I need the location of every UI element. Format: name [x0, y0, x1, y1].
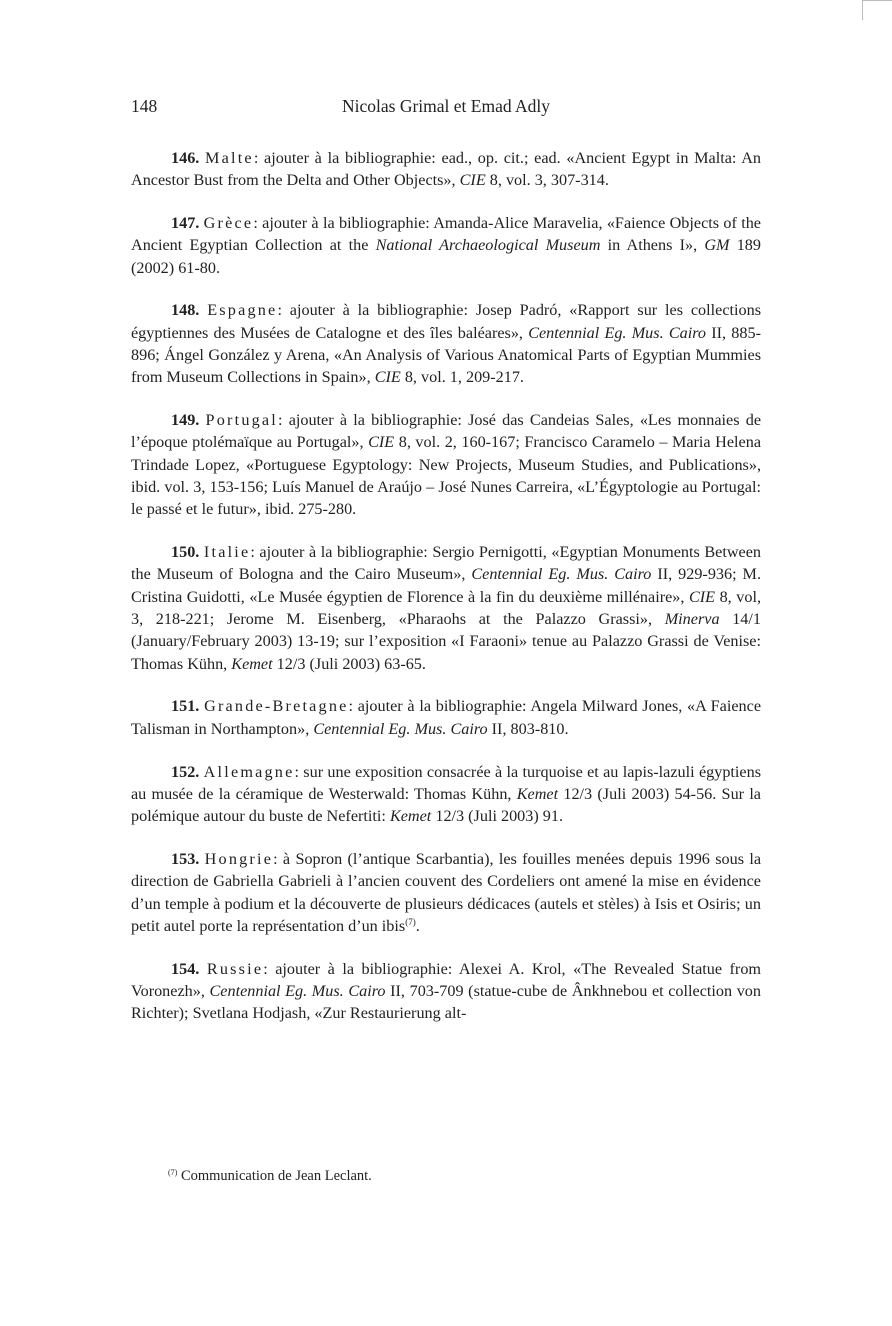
- main-text: [131, 147, 761, 1045]
- entry-text: : sur une exposition consacrée à la turquoise et au lapis-lazuli égyptiens au musée de la céramique de Westerwald: Thomas Kühn,: [131, 762, 761, 803]
- italic-reference: Kemet: [231, 654, 273, 673]
- entry-country: Malte: [205, 149, 254, 167]
- italic-reference: Minerva: [664, 610, 720, 629]
- footnote-text: Communication de Jean Leclant.: [177, 1168, 372, 1184]
- entry-number: 153.: [171, 849, 200, 868]
- italic-reference: Centennial Eg. Mus. Cairo: [313, 719, 488, 738]
- italic-reference: Centennial Eg. Mus. Cairo: [209, 981, 386, 1000]
- page-header: [131, 96, 761, 120]
- entry-text: 8, vol. 1, 209-217.: [400, 368, 524, 387]
- bibliography-entry: [131, 958, 761, 1025]
- entry-text: II, 885-896; Ángel González y Arena, «An Analysis of Various Anatomical Parts of Egyptian Mummies from Museum Collections in Spain»,: [131, 323, 761, 387]
- page-number: 148: [131, 96, 158, 116]
- italic-reference: Kemet: [516, 784, 559, 803]
- entry-number: 147.: [171, 214, 200, 233]
- scan-edge-line: [862, 0, 863, 20]
- italic-reference: Kemet: [389, 807, 432, 826]
- bibliography-entry: [131, 848, 761, 937]
- entry-country: Espagne: [207, 301, 278, 320]
- running-title: Nicolas Grimal et Emad Adly: [341, 96, 550, 116]
- entry-country: Grèce: [203, 214, 254, 233]
- entry-text: 12/3 (Juli 2003) 91.: [431, 807, 564, 826]
- bibliography-entry: [131, 695, 761, 740]
- italic-reference: CIE: [374, 368, 401, 387]
- entry-number: 152.: [171, 762, 200, 781]
- entry-text: 14/1 (January/February 2003) 13-19; sur l’exposition «I Faraoni» tenue au Palazzo Grassi de Venise: Thomas Kühn,: [131, 610, 761, 673]
- entry-text: II, 803-810.: [487, 719, 569, 738]
- italic-reference: CIE: [688, 587, 716, 606]
- entry-text: : ajouter à la bibliographie: Josep Padró, «Rapport sur les collections égyptiennes des Musées de Catalogne et des îles baléares»,: [131, 301, 761, 342]
- entry-text: II, 703-709 (statue-cube de Ânkhnebou et collection von Richter); Svetlana Hodjash, «Zur Restaurierung alt-: [131, 981, 761, 1023]
- entry-text: 12/3 (Juli 2003) 54-56. Sur la polémique autour du buste de Nefertiti:: [131, 784, 761, 826]
- entry-text: 8, vol. 3, 307-314.: [485, 171, 609, 190]
- entry-country: Grande-Bretagne: [204, 697, 349, 716]
- entry-text: 12/3 (Juli 2003) 63-65.: [272, 654, 426, 673]
- italic-reference: Centennial Eg. Mus. Cairo: [471, 565, 652, 584]
- italic-reference: Centennial Eg. Mus. Cairo: [528, 323, 707, 342]
- entry-number: 154.: [171, 959, 200, 978]
- bibliography-entry: [131, 541, 761, 675]
- italic-reference: CIE: [459, 171, 486, 190]
- entry-text: : ajouter à la bibliographie: José das Candeias Sales, «Les monnaies de l’époque ptolémaïque au Portugal»,: [131, 411, 761, 452]
- italic-reference: National Archaeological Museum: [375, 236, 601, 255]
- entry-number: 148.: [171, 301, 200, 320]
- italic-reference: CIE: [368, 433, 395, 452]
- entry-text: : ajouter à la bibliographie: Alexei A. Krol, «The Revealed Statue from Voronezh»,: [131, 959, 762, 1000]
- entry-text: 8, vol, 3, 218-221; Jerome M. Eisenberg, «Pharaohs at the Palazzo Grassi»,: [131, 587, 761, 629]
- footnote-marker: (7): [168, 1168, 178, 1177]
- bibliography-entry: [131, 147, 761, 192]
- footnote-ref: (7): [405, 916, 416, 927]
- bibliography-entry: [131, 409, 761, 520]
- entry-text: in Athens I»,: [600, 236, 705, 255]
- entry-number: 150.: [171, 543, 200, 562]
- entry-text: : à Sopron (l’antique Scarbantia), les fouilles menées depuis 1996 sous la direction de Gabriella Gabrieli à l’ancien couvent des Cordeliers ont amené la mise en évidence d’un temple à podium et la découverte de plusieurs dédicaces (autels et stèles) à Isis et Osiris; un petit autel porte la représentation d’un ibis: [131, 849, 761, 935]
- entry-country: Hongrie: [204, 849, 274, 868]
- entry-text: : ajouter à la bibliographie: Sergio Pernigotti, «Egyptian Monuments Between the Museum of Bologna and the Cairo Museum»,: [131, 543, 761, 584]
- entry-text: : ajouter à la bibliographie: Angela Milward Jones, «A Faience Talisman in Northampton»,: [131, 697, 761, 738]
- entry-country: Portugal: [205, 411, 278, 430]
- entry-text: 189 (2002) 61-80.: [131, 236, 761, 277]
- entry-number: 146.: [171, 149, 200, 167]
- entry-country: Italie: [203, 543, 251, 562]
- italic-reference: GM: [704, 236, 730, 255]
- entry-text: 8, vol. 2, 160-167; Francisco Caramelo – Maria Helena Trindade Lopez, «Portuguese Egyptology: New Projects, Museum Studies, and Publications», ibid. vol. 3, 153-156; Luís Manuel de Araújo – José Nunes Carreira, «L’Égyptologie au Portugal: le passé et le futur», ibid. 275-280.: [131, 433, 761, 519]
- entry-text: : ajouter à la bibliographie: Amanda-Alice Maravelia, «Faience Objects of the Ancient Egyptian Collection at the: [131, 214, 761, 255]
- bibliography-entry: [131, 761, 761, 828]
- entry-number: 151.: [171, 697, 200, 716]
- bibliography-entry: [131, 212, 761, 279]
- entry-text: II, 929-936; M. Cristina Guidotti, «Le Musée égyptien de Florence à la fin du deuxième millénaire»,: [131, 565, 762, 606]
- entry-text: : ajouter à la bibliographie: ead., op. cit.; ead. «Ancient Egypt in Malta: An Ancestor Bust from the Delta and Other Objects»,: [131, 149, 761, 190]
- bibliography-entry: [131, 299, 761, 388]
- footnote: [168, 1168, 758, 1185]
- scan-edge-line: [862, 0, 892, 1]
- entry-country: Allemagne: [203, 762, 295, 781]
- entry-number: 149.: [171, 411, 200, 430]
- entry-text: .: [415, 916, 420, 935]
- entry-country: Russie: [206, 959, 264, 978]
